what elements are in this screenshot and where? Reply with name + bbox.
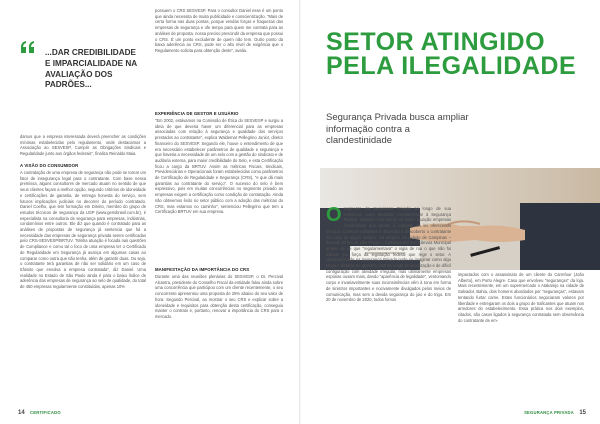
quote-mark-icon — [20, 40, 36, 54]
left-col2-body: "Em 2002, estávamos na Comissão de Ética do SESVESP e surgiu a ideia de que deveria haver um diferencial para as empresas associadas com relação à segurança e qualidade dos serviços prestados ao contratante", explica Waldemar Pellegrino Junior, diretor financeiro do SESVESP. Segundo ele, houve o entendimento de que era necessário estabelecer parâmetros de qualidade e segurança e que haveria a necessidade de um selo com a gestão do sindicato e de auditoria externa, para maior credibilidade do Selo, e esta Certificação ficou a cargo da BRTUV. Assim as métricas Fiscais, Sindicais, Previdenciárias e Operacionais foram estabelecidas como parâmetros de Certificação de Regularidade e Segurança (CRS), "e que dá mais garantias ao contratante do serviço". O sucesso do selo é bem expressivo, pois em muitas concorrências no segmento privado as empresas exigem a certificação como condição de contratação. Ainda não obtivemos êxito no setor público com a adoção das métricas do CRS, mas estamos no caminho", sentenciou Pellegrino que tem a Certificação BRTUV em sua empresa. — [155, 118, 283, 215]
drop-cap: O — [326, 204, 342, 226]
headline: SETOR ATINGIDO PELA ILEGALIDADE — [326, 28, 577, 80]
right-col1-body — [326, 206, 451, 303]
brand-left: CERTIFICADO — [30, 410, 61, 415]
left-col1-heading: A VISÃO DO CONSUMIDOR — [20, 163, 79, 168]
pull-quote: ...DAR CREDIBILIDADE E IMPARCIALIDADE NA AVALIAÇÃO DOS PADRÕES... — [45, 48, 137, 90]
page-number-right: 15 — [579, 410, 586, 416]
left-col2-heading: EXPERIÊNCIA DE GESTOR E USUÁRIO — [155, 111, 239, 116]
left-col2-heading2: MANIFESTAÇÃO DA IMPORTÂNCIA DO CRS — [155, 267, 250, 272]
right-page — [300, 0, 600, 424]
page-number-left: 14 — [18, 410, 25, 416]
left-col2-top: possuem o CRS SESVESP. Para o consultor Daniel esse é um ponto que ainda necessita de muita publicidade e conscientização. "Mais de certa forma nas duas pontas, porque vendas forças e fraquezas das empresas de segurança e ofe tempo para quem me contrata para as análises de proposta, nossa preciso prescindir da empresa que possui o CRS. É um ponto excludente de quem não tem. Outro ponto da baixa aderência ao CRS, pode ser o alto nível de exigência que o Regulamento solicita para obtenção deste", avalia. — [155, 8, 283, 53]
right-col1-text: segmento da Segurança Privada ao longo de sua existência como atividade complementar à Segurança Pública, enfrenta com menor ou maior atuação empresas clandestinas que atuam à margem da lei oferecendo serviços a preços aviltantes e deixando a descoberto o contratante em caso de algum sinistro. Há tempos, na cidade de Campinas – distante 90 km de São Paulo –, tramitava em sua Câmara Municipal projeto de lei que "regulamentava" o vigia de rua o que não foi adiante por força da legislação federal que rege o setor. A clandestinidade na Segurança Privada pode se imaginar como algo longe e distante de grandes centros, longe de fiscalização e de difícil configuração com atividade irregular, mas ultimamente empresas espúrias ousam mais, dando "aparência de legalidade", ventomando corpo e invariavelmente suas inconsistências vêm à tona em forma de sinistros importantes e nocivamente divulgados pelos meios de comunicação, mas sem a devida segurança do joio e do trigo. Em 20 de novembro de 2020, todos fomos — [326, 206, 451, 303]
left-col2-body2: Durante uma das reuniões plenárias do SESVESP, o Dr. Percival Alcantra, presidente do Conselho Fiscal da entidade falou ainda sobre uma concorrência que participou com um cliente recentemente, o seu concorrente apresentou uma proposta de 25% abaixo do seu valor de hora. Segundo Percival, ao mostrar o seu CRS e explicar sobre a idoneidade e requisitos para obtenção desta certificação, conseguiu manter o contrato e, portanto, renovar a importância do CRS para o mercado. — [155, 274, 283, 319]
right-col2-body: impactados com o assassinato de um cliente do Carrefour (João Alberto), em Porto Alegre. Caso que envolveu "seguranças" da loja. Mais recentemente, em um supermercado o Atakarejo na cidade de Salvador, Bahia, dois homens abordados por "seguranças", estavam tentando furtar carne. Estes funcionários negociaram valores por liberdade e entregaram os dois a grupo de traficantes que atuam nos arredores do estabelecimento. Essa prática nos dois exemplos, citados, são casos ligados à segurança contratada sem observância do contratante de em- — [458, 272, 584, 323]
deck: Segurança Privada busca ampliar informação contra a clandestinidade — [326, 112, 469, 146]
brand-right: SEGURANÇA PRIVADA — [524, 410, 574, 415]
left-col1-intro: damos que a empresa interessada deverá preencher as condições mínimas estabelecidas pelo regulamento, onde destacamos a Associação ao SESVESP, Cumprir as Obrigações Sindicais e Regularidade junto aos órgãos federais", finaliza Reinaldo Maia. — [20, 134, 146, 157]
left-col1-body: A contratação de uma empresa de segurança não pode se tornar um fator de insegurança legal para o contratante. Com base nessa premissa, alguns consultores de mercado atuam no sentido de que seus clientes façam a melhor opção, segundo critérios de idoneidade e certificações de garantia, de entrega honesta do serviço, sem futuros implicações judiciais no decorrer do período contratado. Daniel Coelho, que tem formação em Direito, membro do grupo de estudos técnicos de segurança da USP (www.gensbrasil.com.br), é especialista na consultoria de segurança para empresas, indústrias, condomínios entre outros. Ele diz que quando é contratado para as análises de propostas de segurança já sentencia que há a necessidade das empresas de segurança privada serem certificadas pelo CRS-SESVESP/BRTUV. "Minha atuação é focada nas questões de Compliance e como tal o foco de uma empresa ter o Certificado de Regularidade em Segurança já avança em algumas casas ao comparar como outra que não tenha, além de garantir duas. Ou seja, o contratante terá garantias de não ser solidário em um caso de trânsito que envolva a empresa contratada", diz Daniel. Uma realidade no Estado de São Paulo ainda é para o baixo índice de aderência das empresas de segurança ao selo de qualidade, do total de 450 empresas regularmente constituídas, apenas 10% — [20, 170, 146, 290]
